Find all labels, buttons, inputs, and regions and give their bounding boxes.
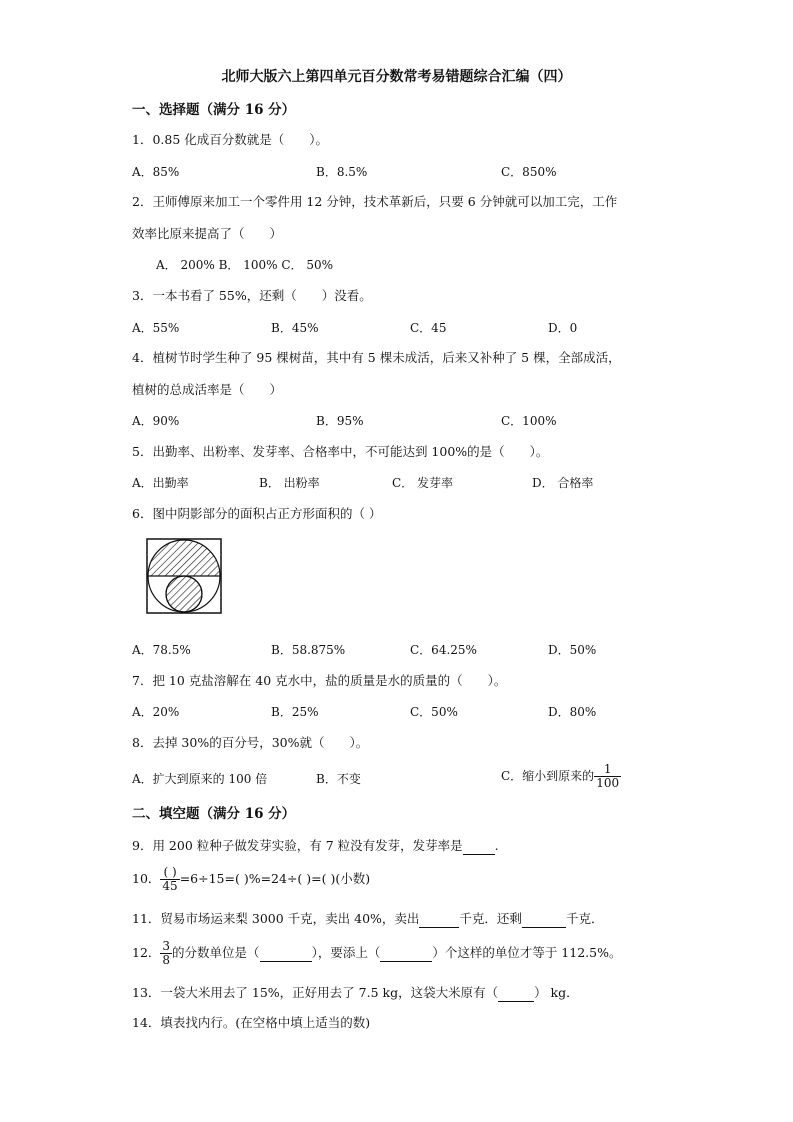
q7-option-c: C．50% bbox=[410, 705, 458, 719]
question-12-part3: ）个这样的单位才等于 112.5%。 bbox=[432, 945, 622, 960]
q8-fraction-denominator: 100 bbox=[596, 776, 620, 790]
question-9-end: . bbox=[494, 838, 499, 853]
question-1: 1．0.85 化成百分数就是（ ）。 bbox=[132, 132, 329, 147]
q6-option-a: A．78.5% bbox=[132, 643, 191, 657]
q8-option-c bbox=[501, 763, 621, 790]
q3-option-b: B．45% bbox=[271, 321, 319, 335]
question-12-part1: 的分数单位是（ bbox=[172, 945, 260, 960]
question-9-text: 9．用 200 粒种子做发芽实验，有 7 粒没有发芽，发芽率是 bbox=[132, 838, 463, 853]
question-12-part2: ），要添上（ bbox=[311, 945, 381, 960]
q6-option-d: D．50% bbox=[548, 643, 597, 657]
q4-option-a: A．90% bbox=[132, 414, 180, 428]
q7-option-b: B．25% bbox=[271, 705, 319, 719]
q8-option-c-text: C．缩小到原来的 bbox=[501, 769, 595, 783]
question-13 bbox=[132, 985, 579, 1002]
question-10-prefix: 10． bbox=[132, 871, 161, 886]
q12-fraction-numerator: 3 bbox=[162, 939, 171, 953]
q1-option-a: A．85% bbox=[132, 165, 180, 179]
page-title: 北师大版六上第四单元百分数常考易错题综合汇编（四） bbox=[221, 69, 572, 85]
q5-option-b: B． 出粉率 bbox=[259, 476, 320, 490]
q10-fraction-denominator: 45 bbox=[162, 879, 178, 893]
question-9 bbox=[132, 838, 499, 855]
q5-option-a: A．出勤率 bbox=[132, 476, 189, 490]
question-12 bbox=[132, 940, 621, 967]
question-10-rest: =6÷15=( )%=24÷( )=( )(小数) bbox=[179, 871, 371, 886]
shaded-circle-figure bbox=[146, 538, 222, 618]
q12-fraction-denominator: 8 bbox=[162, 953, 171, 967]
q3-option-c: C．45 bbox=[410, 321, 447, 335]
q6-option-c: C．64.25% bbox=[410, 643, 477, 657]
q4-option-c: C．100% bbox=[501, 414, 557, 428]
q13-answer-blank[interactable] bbox=[498, 985, 534, 1002]
q12-answer-blank-2[interactable] bbox=[380, 945, 432, 962]
question-3: 3．一本书看了 55%，还剩（ ）没看。 bbox=[132, 288, 372, 303]
q2-options: A． 200% B． 100% C． 50% bbox=[156, 258, 334, 272]
q3-option-a: A．55% bbox=[132, 321, 180, 335]
question-11 bbox=[132, 911, 603, 928]
question-10 bbox=[132, 866, 370, 893]
q12-answer-blank-1[interactable] bbox=[260, 945, 312, 962]
question-11-mid: 千克．还剩 bbox=[459, 911, 522, 926]
question-8: 8．去掉 30%的百分号，30%就（ ）。 bbox=[132, 735, 369, 750]
question-13-end: ） kg． bbox=[534, 985, 579, 1000]
question-14: 14．填表找内行。(在空格中填上适当的数) bbox=[132, 1015, 371, 1030]
question-7: 7．把 10 克盐溶解在 40 克水中，盐的质量是水的质量的（ ）。 bbox=[132, 673, 507, 688]
q6-option-b: B．58.875% bbox=[271, 643, 346, 657]
question-12-prefix: 12． bbox=[132, 945, 161, 960]
q5-option-c: C． 发芽率 bbox=[392, 476, 453, 490]
q4-option-b: B．95% bbox=[316, 414, 364, 428]
q11-answer-blank-1[interactable] bbox=[419, 911, 459, 928]
q7-option-d: D．80% bbox=[548, 705, 597, 719]
question-6: 6．图中阴影部分的面积占正方形面积的（ ） bbox=[132, 506, 382, 521]
section-heading-fill: 二、填空题（满分 16 分） bbox=[132, 806, 296, 822]
q12-fraction bbox=[160, 940, 172, 967]
question-4-line1: 4．植树节时学生种了 95 棵树苗，其中有 5 棵未成活，后来又补种了 5 棵，全部成活， bbox=[132, 350, 621, 365]
q5-option-d: D． 合格率 bbox=[532, 476, 594, 490]
q8-fraction-numerator: 1 bbox=[594, 763, 621, 777]
question-2-line2: 效率比原来提高了（ ） bbox=[132, 226, 283, 241]
q3-option-d: D．0 bbox=[548, 321, 578, 335]
q7-option-a: A．20% bbox=[132, 705, 180, 719]
question-11-text: 11．贸易市场运来梨 3000 千克，卖出 40%，卖出 bbox=[132, 911, 420, 926]
q11-answer-blank-2[interactable] bbox=[522, 911, 566, 928]
q8-option-b: B．不变 bbox=[316, 772, 361, 786]
q9-answer-blank[interactable] bbox=[463, 838, 495, 855]
question-11-end: 千克． bbox=[565, 911, 604, 926]
q1-option-b: B．8.5% bbox=[316, 165, 368, 179]
question-5: 5．出勤率、出粉率、发芽率、合格率中，不可能达到 100%的是（ ）。 bbox=[132, 444, 549, 459]
q8-option-a: A．扩大到原来的 100 倍 bbox=[132, 772, 268, 786]
q8-fraction bbox=[594, 763, 621, 790]
q1-option-c: C．850% bbox=[501, 165, 557, 179]
section-heading-choice: 一、选择题（满分 16 分） bbox=[132, 102, 296, 118]
question-4-line2: 植树的总成活率是（ ） bbox=[132, 382, 283, 397]
q10-fraction-numerator[interactable]: ( ) bbox=[160, 866, 179, 880]
question-13-text: 13．一袋大米用去了 15%，正好用去了 7.5 kg，这袋大米原有（ bbox=[132, 985, 499, 1000]
question-2-line1: 2．王师傅原来加工一个零件用 12 分钟，技术革新后，只要 6 分钟就可以加工完，工作 bbox=[132, 194, 618, 209]
q10-fraction bbox=[160, 866, 179, 893]
